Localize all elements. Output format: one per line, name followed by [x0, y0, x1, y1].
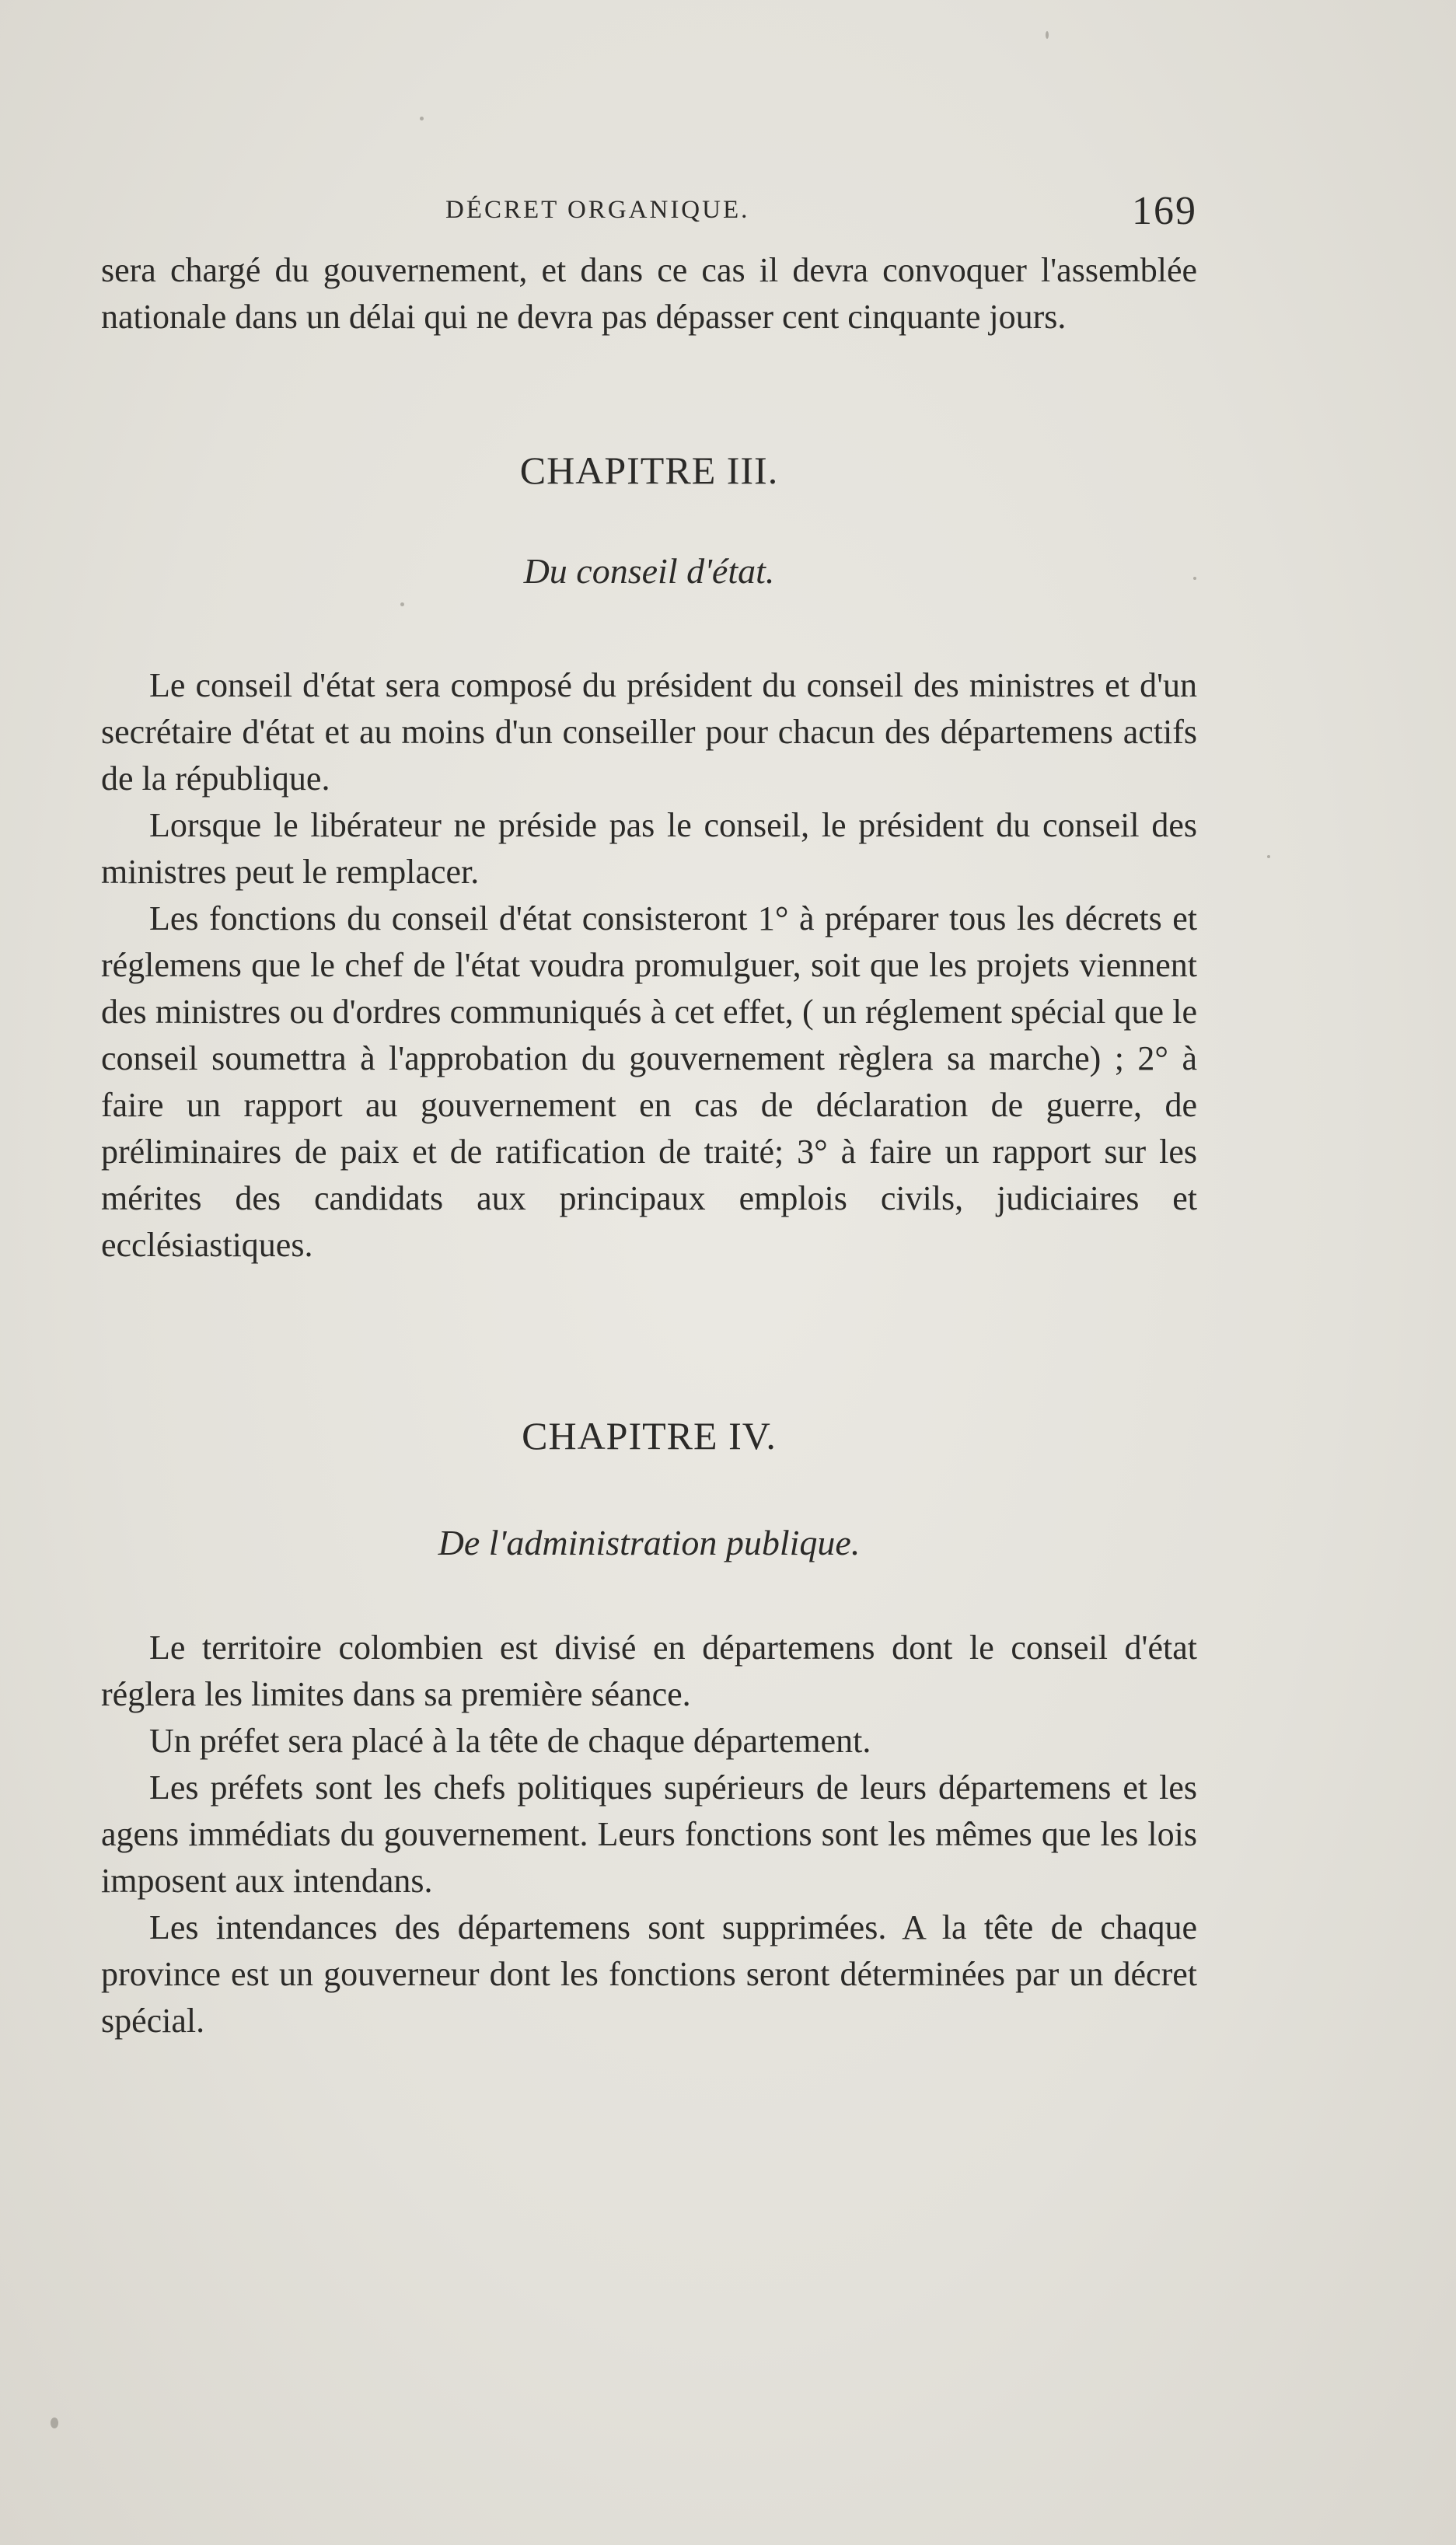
chapter-3-subtitle: Du conseil d'état. [523, 551, 775, 591]
chapter-3-body [101, 662, 1197, 1269]
running-title: DÉCRET ORGANIQUE. [445, 196, 750, 224]
intro-text [101, 247, 1197, 340]
chapter-4-subtitle: De l'administration publique. [438, 1523, 861, 1562]
paragraph: Un préfet sera placé à la tête de chaque département. [149, 1722, 871, 1760]
paper-speck [51, 2418, 58, 2428]
paper-speck [420, 117, 424, 120]
paper-speck [1046, 31, 1049, 39]
paragraph: Le conseil d'état sera composé du président du conseil des ministres et d'un secrétaire d'état et au moins d'un conseiller pour chacun des départemens actifs de la république. [101, 666, 1197, 798]
chapter-3-heading: CHAPITRE III. [519, 449, 779, 492]
paragraph: Les préfets sont les chefs politiques supérieurs de leurs départemens et les agens immédiats du gouvernement. Leurs fonctions sont les mêmes que les lois imposent aux intendans. [101, 1768, 1197, 1900]
running-head [101, 191, 1197, 238]
page-number: 169 [1132, 189, 1197, 233]
chapter-4-heading: CHAPITRE IV. [522, 1414, 777, 1458]
paragraph: Lorsque le libérateur ne préside pas le conseil, le président du conseil des ministres peut le remplacer. [101, 806, 1197, 891]
paper-speck [1267, 855, 1270, 858]
intro-paragraph: sera chargé du gouvernement, et dans ce cas il devra convoquer l'assemblée nationale dans un délai qui ne devra pas dépasser cent cinquante jours. [101, 251, 1197, 336]
paper-speck [1193, 577, 1196, 580]
paragraph: Les fonctions du conseil d'état consisteront 1° à préparer tous les décrets et réglemens que le chef de l'état voudra promulguer, soit que les projets viennent des ministres ou d'ordres communiqués à cet effet, ( un réglement spécial que le conseil soumettra à l'approbation du gouvernement règlera sa marche) ; 2° à faire un rapport au gouvernement en cas de déclaration de guerre, de préliminaires de paix et de ratification de traité; 3° à faire un rapport sur les mérites des candidats aux principaux emplois civils, judiciaires et ecclésiastiques. [101, 899, 1197, 1264]
paragraph: Les intendances des départemens sont supprimées. A la tête de chaque province est un gouverneur dont les fonctions seront déterminées par un décret spécial. [101, 1908, 1197, 2040]
chapter-4-body [101, 1625, 1197, 2044]
paper-speck [400, 602, 404, 606]
paragraph: Le territoire colombien est divisé en départemens dont le conseil d'état réglera les limites dans sa première séance. [101, 1629, 1197, 1713]
